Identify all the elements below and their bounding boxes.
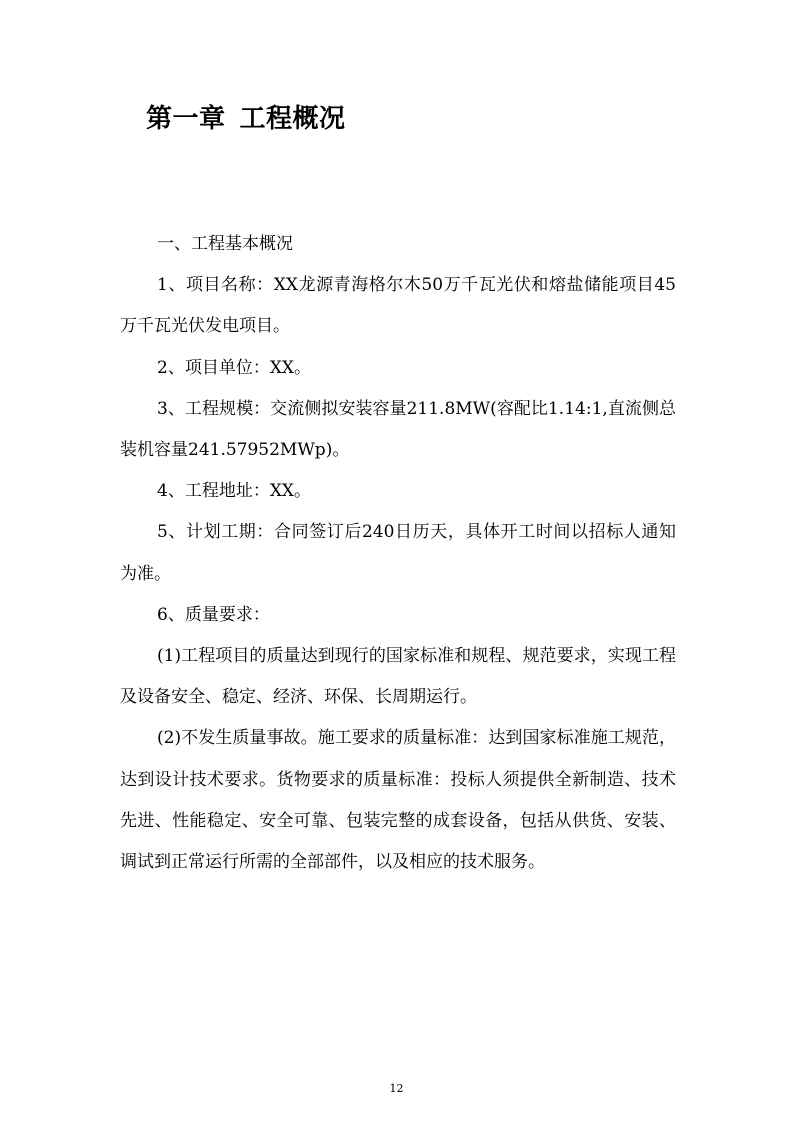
page-number: 12: [389, 1082, 404, 1095]
quality-requirement-1: (1)工程项目的质量达到现行的国家标准和规程、规范要求，实现工程及设备安全、稳定、经济、环保、长周期运行。: [120, 646, 676, 708]
item-project-address: 4、工程地址：XX。: [157, 481, 312, 502]
item-schedule: 5、计划工期：合同签订后240日历天，具体开工时间以招标人通知为准。: [120, 522, 676, 584]
chapter-name: 工程概况: [239, 104, 346, 134]
item-quality-requirements: 6、质量要求：: [157, 604, 270, 625]
quality-requirement-2: (2)不发生质量事故。施工要求的质量标准：达到国家标准施工规范，达到设计技术要求。货物要求的质量标准：投标人须提供全新制造、技术先进、性能稳定、安全可靠、包装完整的成套设备，包括从供货、安装、调试到正常运行所需的全部部件，以及相应的技术服务。: [120, 728, 676, 873]
chapter-body: [120, 224, 676, 883]
chapter-title: [146, 99, 346, 139]
section-heading: 一、工程基本概况: [157, 234, 293, 254]
chapter-number: 第一章: [146, 104, 226, 134]
item-project-scale: 3、工程规模：交流侧拟安装容量211.8MW(容配比1.14:1,直流侧总装机容量241.57952MWp)。: [120, 398, 676, 461]
item-project-unit: 2、项目单位：XX。: [157, 357, 312, 378]
item-project-name: 1、项目名称：XX龙源青海格尔木50万千瓦光伏和熔盐储能项目45万千瓦光伏发电项目。: [120, 275, 676, 337]
